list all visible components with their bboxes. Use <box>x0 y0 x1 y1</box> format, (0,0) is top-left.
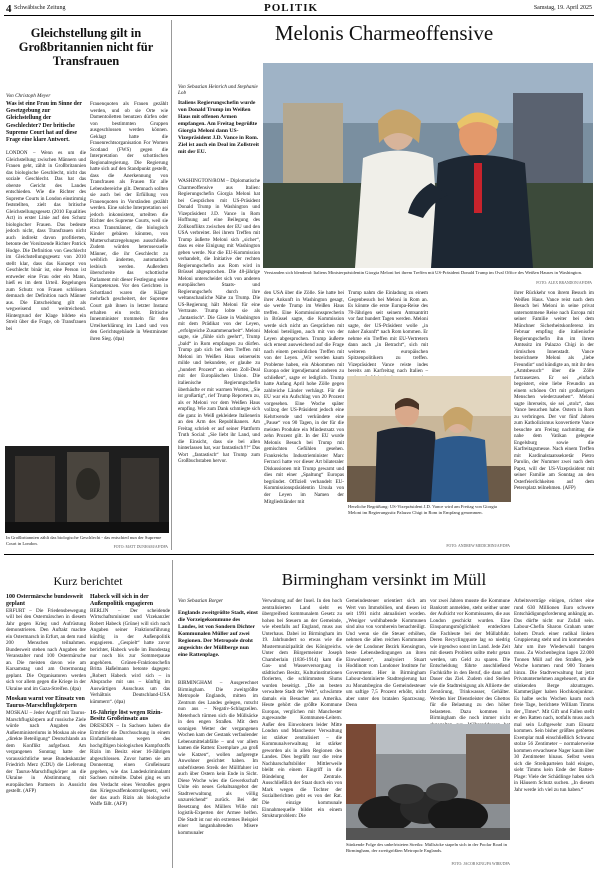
meloni-author: Von Sebastian Heinrich und Stephanie Lob <box>178 84 258 96</box>
muell-lead: Englands zweitgrößte Stadt, einst die Vorzeigekommune des Landes, ist von Sondern Dichter Kommunalen Müller auf zwei Regionen. Der Metropole droht angesichts der Müllberge nun eine Rattenplage. <box>178 610 258 658</box>
meloni-photo-credit: FOTO: ALEX BRANDON/AP/DPA <box>536 281 592 285</box>
meloni-photo-caption: Verstanden sich blendend: Italiens Ministerpräsidentin Giorgia Meloni bei ihrem Treffen mit US-Präsident Donald Trump im Oval Office des Weißen Hauses in Washington. <box>264 270 583 275</box>
muell-photo-caption: Stinkende Folge des unbefristeten Streiks: Müllsäcke stapeln sich in der Poolar Road in Birmingham, der zweitgrößten Metropole Englands. <box>346 842 508 853</box>
meloni-headline: Melonis Charmeoffensive <box>274 21 494 45</box>
newspaper-name: Schwäbische Zeitung <box>14 5 66 11</box>
kurz-item-text: ERFURT – Die Friedensbewegung will bei den Ostermärschen in diesem Jahr gegen Krieg und Aufrüstung demonstrieren. Den Auftakt machte ein Ostermarsch in Erfurt, an dem rund 200 Menschen teilnahmen. Bundesweit stehen nach Angaben der Veranstalter rund 100 Ostermärsche an. Die meisten davon wie am Karsamstag und am Ostermontag geplant. Die Organisatoren werden sich vor allem gegen die Kriege in der Ukraine und im Gaza-Streifen. (dpa) <box>6 607 86 692</box>
meloni-body-col3: Trump nahm die Einladung zu einem Gegenbesuch bei Meloni in Rom an. Es könnte die erste Europa-Reise des 78-Jährigen seit seinem Amtsantritt vor fast hundert Tagen werden. Meloni sagte, der US-Präsident wolle „in naher Zukunft“ nach Rom kommen. Er nehme ein Treffen mit EU-Vertretern dann auch „in Betracht“, sich mit weiteren europäischen Spitzenpolitikern zu treffen. Vizepräsident Vance reiste indes bereits am Karfreitag nach Italien – <box>348 290 428 375</box>
muell-body-col5: Arbeitsverträge einigen, richtet eine rund 630 Millionen Euro schwere Entschädigungsforderung anhängig an. Das dürfte nicht nur Zufall sein. Labour-Chefin Sharon Graham unter hohem Druck einer radikal linken Gruppierung steht und im kommenden Jahr um ihre Wiederwahl bangen muss. Zu Wochenbeginn lagen 22.000 Tonnen Müll auf den Straßen, jede Woche kommen rund 900 Tonnen hinzu. Die Stadtverwaltung hat jetzt Privatunternehmen angeheuert, um die stinkenden Berge abzutragen. Kammerjäger haben Hochkonjunktur. Es halbe sechs Wochen kaum noch freie Tage, berichtete William Timms der „Times“. Mit Gift und Fallen stellt er den Ratten nach, notfalls muss auch mal sein Luftgewehr zum Einsatz kommen. Sein bisher größtes getötetes Exemplar maß einschließlich Schwanz stolze 56 Zentimeter – normalerweise kommen erwachsene Nager kaum über 30 Zentimeter hinaus. Selbst wenn sich die Streikparteien bald einigen, sieht Timms kein Ende der Ratten-Plage: Viele der Schädlinge haben sich in Häusern Schutz suchen. „In diesem Jahr werde ich viel zu tun haben.“ <box>514 598 594 793</box>
muell-body-col3: Gemeindesteuer orientiert sich am Wert von Immobilien, und diesen ist seit 1991 nicht aktualisiert worden. „Weniger wohlhabende Kommunen sind also von vornherein benachteiligt. Und wenn sie die Steuer erhöhen, nehmen die allen reichen Kommunen wie der Londoner Bezirk Kensington, beste Lebensbedingungen an ihren Einwohnern“, analysiert Stuart Hoddinott vom Londoner Institute for Government. Hier in Birmingham Labour-dominierte Stadtregierung hat zu Monatsbeginn die Gemeindesteuer um saftige 7,5 Prozent erhöht, nicht aber unter den bratalen Sparzwang. Denn <box>346 598 426 709</box>
section-title: POLITIK <box>264 2 319 14</box>
muell-headline: Birmingham versinkt im Müll <box>281 570 487 589</box>
muell-author: Von Sebastian Borger <box>178 598 224 604</box>
column-divider <box>171 20 172 550</box>
kurz-item-head: 16-Jährige löst wegen Rizin-Besitz Großeinsatz aus <box>90 709 163 723</box>
meloni-photo2-caption: Herzliche Begrüßung: US-Vizepräsident J.D. Vance wird am Freitag von Giorgia Meloni im Regierungssitz Palazzo Chigi in Rom in Empfang genommen. <box>348 504 497 515</box>
muell-body-col4: vor zwei Jahren musste die Kommune Bankrott anmelden, steht seither unter der Aufsicht vor Kommissaren, die aus London geschickt wurden. Eine Einsparungsmöglichkeit entdeckten die Fachleute bei der Müllabfuhr. Deren Recyclingquote lag so niedrig wie irgendwo sonst im Land. Jede Zeit mit diesem Problem sollte mehr getan werden, um Geld zu sparen. Die Entscheidung führte anschließend Fachkräfte in den Beruf, die dann auf Dauer das Ziel. Zudem sind Stellen wie die Stadtreinigung als Alliierte der Zerstörung, Trinkwasser, Gehälter. Werden hier Dienstleister des Ghettos für die Belastung zu den höher belasteten. Dazu kommen in Birmingham die noch immer nicht <box>430 598 510 722</box>
gleich-body-col1: LONDON – Wenn es um die Gleichstellung zwischen Männern und Frauen geht, zählt in Großbritannien das biologische Geschlecht, nicht das soziale Geschlecht. Das hat das oberste Gericht des Landes entschieden. Wie die Richter des Supreme Courts in London einstimmig feststellten, zielt das britische Gleichstellungsgesetz (2010 Equalities Act) in erster Linie auf den Schutz biologischer Frauen. Das bedeute jedoch nicht, dass Transfrauen nicht auch indirekt davon profitierten, betonte der Vorsitzende Richter Patrick Hodge. Die Definition von Geschlecht im Gleichstellungsgesetz von 2010 stellt klar, dass das Konzept von Geschlecht binär ist, eine Person ist entweder eine Frau oder ein Mann, hieß es im dem Urteil. Regelungen zum Schutz von Frauen schlössen demnach der Definition nach Männer aus. Die Entscheidung gilt als wegweisend und weitreichend. Hintergrund der Klage bildete ein Streit über die Frage, ob Transfrauen bei <box>6 150 86 332</box>
meloni-trump-photo <box>263 63 593 268</box>
supreme-court-photo <box>5 446 169 533</box>
meloni-body-col1: WASHINGTON/ROM – Diplomatische Charmeoffensive aus Italien: Regierungschefin Giorgia Meloni hat bei Gesprächen mit US-Präsident Donald Trump in Washington und Vizepräsident J.D. Vance in Rom Hoffnung auf eine Beilegung des Zollkonflikts zwischen der EU und den USA verbreitet. Bei ihrem Treffen mit Trump äußerte Meloni sich „sicher“, dass es eine Einigung mit Washington geben werde. Nur die EU-Kommission verhandelt, die Initiative der rechten Regierungschefin aus Rom wird in Brüssel abgesprochen. Die 48-jährige Meloni unterscheidet sich von anderen europäischen Staats- und Regierungschefs durch ihre weltanschauliche Nähe zu Trump. Die US-Regierung hält Meloni für eine Vertraute. Trump lobte sie als „fantastisch“. Die Gäste in Washington mit dem Prädikat von der Leyen, „erfolgreiche Zusammenarbeit“. Meloni sagte, sie „fühle sich geehrt“, Trump „bald“ in Rom empfangen zu dürfen. Trump gab sich bei dem Treffen mit Meloni im Weißen Haus seinerseits milde und bekundete, er glaube zu „hundert Prozent“ an einen Zoll-Deal mit der Europäischen Union. Die italienische Regierungschefin überhäufte er mit warmen Worten, „Sie ist großartig“, rief Trump Reportern zu, als er Meloni vor dem Weißen Haus empfing. Wie zum Dank schmiegte sich die ganz in Weiß gekleidete Italienerin an den Arm des Republikaners. Am Freitag schrieb er auf seiner Plattform Truth Social: „Sie liebt ihr Land, und die Einsicht, dass sie bei allen hinterlassen hat, war fantastisch!!!“ Das Wort „fantastisch“ hat Trump zum Großbuchstaben hervor. <box>178 178 260 465</box>
kurz-item-head: Habeck will sich in der Außenpolitik engagieren <box>90 594 154 607</box>
muell-photo-credit: FOTO: JACOB KING/PA WIRE/DPA <box>451 862 510 866</box>
gleich-photo-caption: In Großbritannien zählt das biologische Geschlecht - das entschied nun der Supreme Court in London. <box>6 535 162 546</box>
kurz-item-text: MOSKAU – Jeder Angriff mit Taurus-Marschflugkörpern auf russische Ziele würde nach Angaben des Außenministeriums in Moskau als eine „direkte Beteiligung“ Deutschlands an dem Konflikt aufgefasst. Am vergangenen Sonntag hatte der voraussichtliche neue Bundeskanzler Friedrich Merz (CDU) die Lieferung der Taurus-Marschflugkörper an die Ukraine in Abstimmung mit europäischen Partnern in Aussicht gestellt. (AFP) <box>6 710 86 795</box>
header-rule <box>4 15 594 16</box>
muell-body-col2: Verwaltung auf der Insel. In den hoch zentralisierten Land sieht es übergreifend kommunalem Gesetz zu hohen bei Steuern an der Gemeinde, wie ebenfalls auf England, muss aus Unterhaus. Dabei ist Birmingham im 19. Jahrhundert so etwas wie die Mustermunizipalität des Königreichs. Unter dem Bürgermeister Joseph Chamberlain (1836-1914) kam die Gas- und Wasserversorgung in städtischen Besitz, Kulturinstitutionen florierten, die schlimmsten Slums wurden beseitigt. „Die an besten verwaltete Stadt der Welt“, schwärmte damals ein Besucher aus Amerika. Heute gehört die größte Kommune Europas, verglichen mit Manchester zugewandte Kommunen-Leitern. Außer den Einwohnern leider Mitte London und Manchester Verwaltung ist stärker zentralisiert – die Kommunalverwaltung ist stärker geworden als in allen Regionen des Landes. Dies begrüßt nur die reine Nachbarschaftsbilder Mittlerweile bleibt ein einem Eingriff in die Bündelung der Zentrale. Ausschließlich der Staat durch ein von Mark wegen die Tochter der Sozialberichten geht es von der Rat. Die einzige kommunale Einnahmequelle bildet ein einem Strukturproblem: Die <box>262 598 342 820</box>
meloni-vance-photo <box>347 376 511 502</box>
meloni-body-col2: den USA über die Zölle. Sie hatte bei ihrer Ankunft in Washington gesagt, sie werde Trump im Weißen Haus treffen. Eine Kommissionssprecherin in Brüssel sagte, die Kommission werde sich nicht an Gesprächen mit Meloni beteiligen, auch mit von der Leyen abgesprochen. Trump äußerte sich erneut ausweichend auf die Frage nach einem persönlichen Treffen mit von der Leyen. „Wir werden kaum Probleme haben, ein Abkommen mit Europa oder irgendjemand anderen zu schließen“, sagte er lediglich. Trump hatte Anfang April hohe Zölle gegen zahlreiche Länder verhängt. Für die EU war ein Aufschlag von 20 Prozent vorgesehen. Eine Woche später vollzog der US-Präsident jedoch eine Kehrtwende und verkündete eine „Pause“ von 90 Tagen, in der für die meisten Produkte ein Mindestsatz von zehn Prozent gilt. In der EU wurde Melonis Besuch bei Trump mit gemischten Gefühlen gesehen. Frankreichs Industrieminister Marc Ferracci hatte vor dieser Art bilateraler Diskussionen mit Trump gewarnt und dies mit einer „Spaltung“ Europas begründet. Offiziell verhandelt EU-Kommissionspräsidentin Ursula von der Leyen im Namen der Mitgliedsländer mit <box>264 290 344 505</box>
meloni-lead: Italiens Regierungschefin wurde von Donald Trump im Weißen Haus mit offenen Armen empfangen. Am Freitag begrüßte Giorgia Meloni dann US-Vizepräsident J.D. Vance in Rom. Ziel ist auch ein Deal im Zollstreit mit der EU. <box>178 100 260 155</box>
kurz-right-column <box>90 594 170 869</box>
garbage-photo <box>346 724 510 840</box>
meloni-body-col4: ihrer Rückkehr von ihrem Besuch im Weißen Haus. Vance reist nach dem Besuch bei Meloni in seine privat unternommene Reise nach Europa mit seiner Familie weiter bei dem Münchner Sicherheitskonferenz im Februar empfing die italienische Regierungschefin ihn im ihrem Amtssitz im Palazzo Chigi in der römischen Innenstadt. Vance bezeichnete Meloni als „liebe Freundin“ und kündigte an, mit ihr den „Amtsbesuch“ über die Zölle fortzusetzen. Er sei „einfach begeistert, eine liebe Freundin an einem schönen Ort mit großartigem Menschen wiederzusehen“. Meloni sagte ihrerseits, sie sei „stolz“, dass Vance besuchen habe. Ostern in Rom zu verbringen. Der vor fünf Jahren zum Katholizismus konvertierte Vance besuchte am Freitag nachmittag die nahe dem Vatikan gelegene Engelsburg sowie die Karfreitagsmesse. Nach einem Treffen mit Kardinalstaatssekretär Pietro Parolin, der Nummer zwei nach dem Papst, will der US-Vizepräsident mit seiner Familie am Sonntag an den Osterfeierlichkeiten auf dem Petersplatz teilnehmen. (AFP) <box>514 290 594 492</box>
kurz-left-column <box>6 594 86 869</box>
kurz-item-text: BERLIN – Der scheidende Wirtschaftsminister und Vizekanzler Robert Habeck (Grüne) will sich nach Angaben seiner Fraktionsführung künftig in der Außenpolitik engagieren. „Gespielt“ hatte zuvor berichtet, Habeck wolle im Bundestag nur noch bis zur Sommerpause angehören. Grünen-Fraktionschefin Britta Haßelmann betonte dagegen: „Robert Habeck wird sich – in Absprache mit uns – künftig im Auswärtigen Ausschuss um das Verhältnis Deutschland-USA kümmern“. (dpa) <box>90 607 170 705</box>
meloni-photo2-credit: FOTO: ANDREW MEDICHINI/AP/DPA <box>446 544 510 548</box>
gleich-headline: Gleichstellung gilt in Großbritannien nicht für Transfrauen <box>18 26 154 68</box>
kurz-item-head: Moskau warnt vor Einsatz von Taurus-Marschflugkörpern <box>6 696 85 710</box>
gleich-lead: Was ist eine Frau im Sinne der Gesetzgebung zur Gleichstellung der Geschlechter? Der britische Supreme Court hat auf diese Frage eine klare Antwort. <box>6 101 82 144</box>
page-number: 4 <box>6 3 12 15</box>
gleich-author: Von Christoph Meyer <box>6 93 51 99</box>
kurz-item-text: DRESDEN – In Sachsen haben die Ermittler die Durchsuchung in einem Einfamilienhaus wegen des hochgiftigen biologischen Kampfstoffs Rizin im Besitz einer 16-Jährigen abgeschlossen. Zuvor hatten sie am Donnerstag einen Großeinsatz gegeben, wie das Landeskriminalamt Sachsen mitteilte. Dabei ging es um den Verdacht eines Verstoßes gegen das Kriegswaffenkontrollgesetz, weil der das auch Rizin als biologische Waffe fällt. (AFP) <box>90 723 170 808</box>
section-rule <box>4 554 594 555</box>
gleich-body-col2: Frauenquoten als Frauen gezählt werden, und ob sie Orte wie Damentoiletten benutzen dürfen oder von bestimmten Gruppen ausgeschlossen werden können. Geklagt hatte die Frauenrechtsorganisation For Women Scotland (FWS) gegen die Interpretation der schottischen Regionalregierung. Die Regierung hatte sich auf den Standpunkt gestellt, dass die Anerkennung von Transfrauen als Frauen für alle Lebensbereiche gilt. Demnach sollten sie auch bei der Erfüllung von Frauenquoten in Vorständen gezählt werden. Eine solche Interpretation sei jedoch inkonsistent, urteilten die Richter des Supreme Courts, weil sie etwa Transmänner, die biologisch Kinder gebären könnten, von Mutterschutzregelungen ausschließe. Zudem würden heterosexuelle Männer, die ihr Geschlecht zu weiblich änderten, automatisch lesbisch werden. Außerdem überschreite das schottische Parlament mit dieser Festlegung seine Kompetenzen. Vor den Gerichten in Schottland waren die Kläger mehrfach gescheitert, der Supreme Court gab ihnen in letzter Instanz erhalten ein recht. Britische Innenminister trommeln für den Urteilserklärung im Land und von den Gerichtsgebäude in Westminster ihren Sieg. (dpa) <box>90 101 168 342</box>
gleich-photo-credit: FOTO: MATT DUNHAM/AP/DPA <box>113 545 168 549</box>
kurz-item-head: 100 Ostermärsche bundesweit geplant <box>6 594 83 607</box>
column-divider <box>172 560 173 868</box>
kurz-headline: Kurz berichtet <box>53 574 123 588</box>
issue-date: Samstag, 19. April 2025 <box>533 5 592 11</box>
muell-body-col1: BIRMINGHAM – Ausgerechnet Birmingham. Die zweitgrößte Metropole Englands, mitten im Zentrum des Landes gelegen, rutscht nun aus – Negativ-Schlagzeilen. Meterhoch türmen sich die Müllsäcke in den engen Straßen. Mit dem sonnigen Wetter der vergangenen Wochen kam der Gestank verfaulender Lebensmittelabfälle – und vor allem kamen die Ratten: Exemplare „so groß wie Katzen“, wollen aufgeregte Anwohner gesichtet haben. Im unbefristeten Streik der Müllfahrer ist auch über Ostern kein Ende in Sicht. Diese Woche wies die Gewerkschaft Unite ein neues Gehaltsangebot der Stadtverwaltung als völlig unzureichend“ zurück. Bei der Besetzung des Müllers Wille mit logistik-Experten der Armee helfen. Die Stadt ist nur ein extremes Beispiel einer langanhaltenden Misere kommunaler <box>178 680 258 836</box>
